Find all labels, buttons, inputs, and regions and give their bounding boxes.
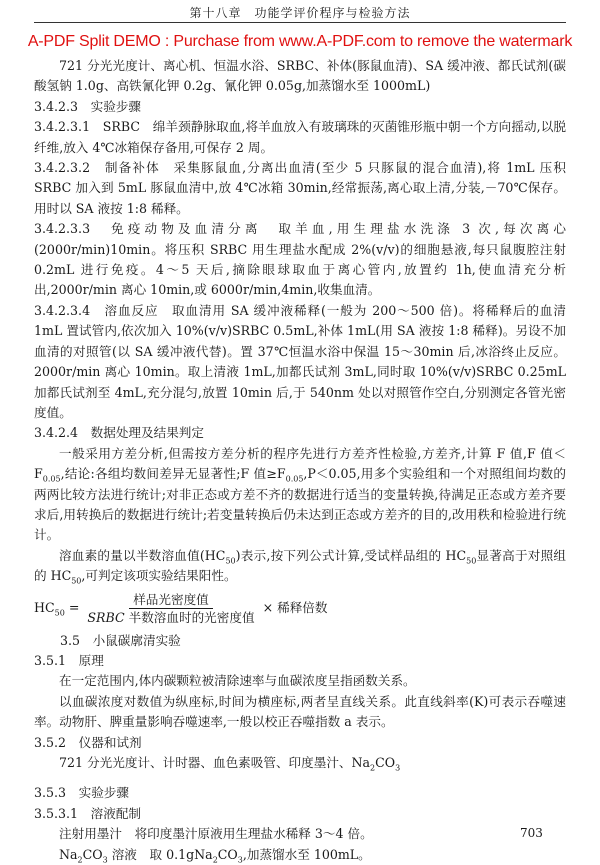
heading-3-5-1: 3.5.1 原理 [34,652,104,668]
paragraph-principle-b: 以血碳浓度对数值为纵座标,时间为横座标,两者呈直线关系。此直线斜率(K)可表示吞噬速率。动物肝、脾重量影响吞噬速率,一般以校正吞噬指数 a 表示。 [34,693,566,730]
paragraph-na2co3-solution: $Na_2CO_3$ 溶液 取 $0.1gNa_2CO_3$,加蒸馏水至 100mL。 [59,846,371,865]
paragraph-3-4-2-3-3: 3.4.2.3.3 免疫动物及血清分离 取羊血,用生理盐水洗涤 3 次,每次离心(2000r/min)10min。将压积 SRBC 用生理盐水配成 2%(v/v)的细胞悬液,每只鼠腹腔注射 0.2mL 进行免疫。4～5 天后,摘除眼球取血于离心管内,放置约 1h,使血清充分析出,2000r/min 离心 10min,或 6000r/min,4min,收集血清。 [34,221,566,298]
document-body [34,56,566,865]
paragraph-3-4-2-3-1: 3.4.2.3.1 SRBC 绵羊颈静脉取血,将羊血放入有玻璃珠的灭菌锥形瓶中朝一个方向摇动,以脱纤维,放入 4℃冰箱保存备用,可保存 2 周。 [34,119,566,155]
heading-3-5-2: 3.5.2 仪器和试剂 [34,734,142,750]
paragraph-instruments: 721 分光光度计、计时器、血色素吸管、印度墨汁、$Na_2CO_3$ [59,755,401,773]
paragraph-hc50: 溶血素的量以半数溶血值$(HC_{50})$表示,按下列公式计算,受试样品组的 $HC_{50}$显著高于对照组的 $HC_{50}$,可判定该项实验结果阳性。 [34,547,567,586]
heading-3-4-2-3: 3.4.2.3 实验步骤 [34,98,142,114]
paragraph-principle-a: 在一定范围内,体内碳颗粒被清除速率与血碳浓度呈指函数关系。 [59,673,416,689]
paragraph-3-4-2-3-2: 3.4.2.3.2 制备补体 采集豚鼠血,分离出血清(至少 5 只豚鼠的混合血清),将 1mL 压积 SRBC 加入到 5mL 豚鼠血清中,放 4℃冰箱 30min,经常振荡,离心取上清,分装,－70℃保存。用时以 SA 液按 1:8 稀释。 [34,160,566,216]
paragraph-ink-solution: 注射用墨汁 将印度墨汁原液用生理盐水稀释 3～4 倍。 [59,826,373,842]
heading-3-5-3-1: 3.5.3.1 溶液配制 [34,805,142,821]
heading-3-5: 3.5 小鼠碳廓清实验 [60,632,181,648]
hc50-formula: $HC_{50}$ = $\frac{\text{样品光密度值}}{\text{SRBC 半数溶血时的光密度值}}$ × 稀释倍数 [34,592,328,626]
page-number: 703 [520,826,543,840]
header-rule [34,22,566,23]
heading-3-5-3: 3.5.3 实验步骤 [34,785,130,801]
formula-numerator: 样品光密度值 [129,591,213,609]
paragraph-reagents: 721 分光光度计、离心机、恒温水浴、SRBC、补体(豚鼠血清)、SA 缓冲液、都氏试剂(碳酸氢钠 1.0g、高铁氰化钾 0.2g、氰化钾 0.05g,加蒸馏水至 1000mL) [34,58,566,94]
running-header: 第十八章 功能学评价程序与检验方法 [189,6,411,20]
paragraph-anova: 一般采用方差分析,但需按方差分析的程序先进行方差齐性检验,方差齐,计算 F 值,F 值$<F_{0.05}$,结论:各组均数间差异无显著性;F 值$\ge F_{0.05},P<0.05$,用多个实验组和一个对照组间均数的两两比较方法进行统计;对非正态或方差不齐的数据进行适当的变量转换,待满足正态或方差齐要求后,用转换后的数据进行统计;若变量转换后仍未达到正态或方差齐的目的,改用秩和检验进行统计。 [34,445,566,543]
formula-denominator: SRBC 半数溶血时的光密度值 [87,610,255,626]
heading-3-4-2-4: 3.4.2.4 数据处理及结果判定 [34,425,204,441]
paragraph-3-4-2-3-4: 3.4.2.3.4 溶血反应 取血清用 SA 缓冲液稀释(一般为 200～500 倍)。将稀释后的血清 1mL 置试管内,依次加入 10%(v/v)SRBC 0.5mL,补体 1mL(用 SA 液按 1:8 稀释)。另设不加血清的对照管(以 SA 缓冲液代替)。置 37℃恒温水浴中保温 15～30min 后,冰浴终止反应。2000r/min 离心 10min。取上清液 1mL,加都氏试剂 3mL,同时取 10%(v/v)SRBC 0.25mL 加都氏试剂至 4mL,充分混匀,放置 10min 后,于 540nm 处以对照管作空白,分别测定各管光密度值。 [34,302,566,420]
watermark-banner[interactable]: A-PDF Split DEMO : Purchase from www.A-PDF.com to remove the watermark [27,33,573,50]
